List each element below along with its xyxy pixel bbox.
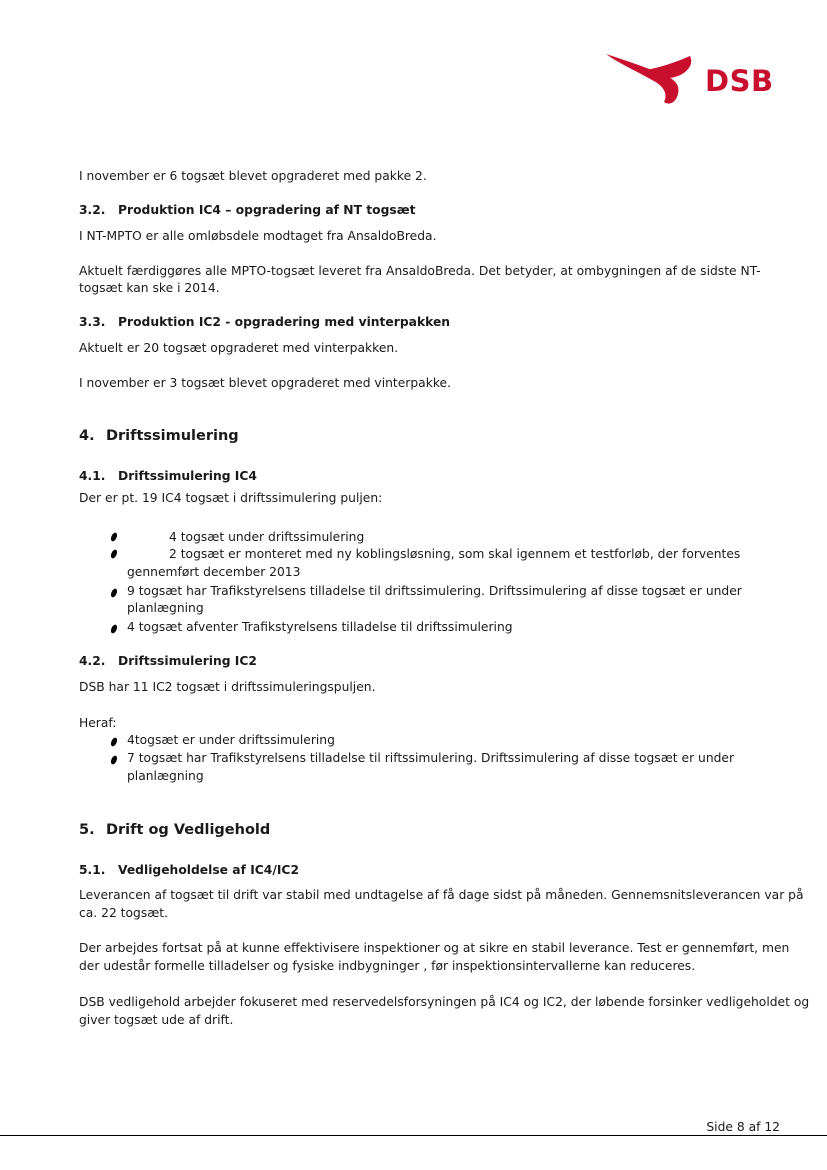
dsb-logo-text: DSB — [705, 64, 774, 98]
section-number: 4.1. — [79, 469, 106, 483]
paragraph-line: der udestår formelle tilladelser og fysiske indbygninger , før inspektionsintervallerne kan reduceres. — [79, 959, 696, 973]
chapter-heading-5 — [79, 821, 270, 840]
list-item: 4togsæt er under driftssimulering — [127, 733, 335, 747]
section-heading-4-2 — [79, 653, 257, 670]
paragraph: DSB har 11 IC2 togsæt i driftssimuleringspuljen. — [79, 680, 376, 694]
bullet-icon — [110, 549, 118, 559]
bullet-icon — [110, 588, 118, 598]
list-item-line: gennemført december 2013 — [127, 565, 301, 579]
section-title: Produktion IC4 – opgradering af NT togsæt — [118, 203, 416, 217]
section-title: Driftssimulering IC2 — [118, 654, 257, 668]
chapter-heading-4 — [79, 427, 239, 446]
paragraph: Aktuelt er 20 togsæt opgraderet med vinterpakken. — [79, 341, 399, 355]
section-heading-3-2 — [79, 202, 415, 219]
section-title: Vedligeholdelse af IC4/IC2 — [118, 863, 300, 877]
chapter-title: Driftssimulering — [106, 428, 239, 444]
paragraph-line: giver togsæt ude af drift. — [79, 1013, 234, 1027]
section-number: 3.2. — [79, 203, 106, 217]
paragraph: Heraf: — [79, 716, 117, 730]
paragraph-line: Aktuelt færdiggøres alle MPTO-togsæt leveret fra AnsaldoBreda. Det betyder, at ombygningen af de sidste NT- — [79, 264, 761, 278]
list-item: 4 togsæt afventer Trafikstyrelsens tilladelse til driftssimulering — [127, 620, 513, 634]
list-item: 4 togsæt under driftssimulering — [169, 530, 365, 544]
paragraph-line: Der arbejdes fortsat på at kunne effektivisere inspektioner og at sikre en stabil leverance. Test er gennemført, men — [79, 941, 790, 955]
paragraph-line: Leverancen af togsæt til drift var stabil med undtagelse af få dage sidst på måneden. Gennemsnitsleverancen var på — [79, 888, 804, 902]
intro-paragraph: I november er 6 togsæt blevet opgraderet med pakke 2. — [79, 169, 427, 183]
section-heading-3-3 — [79, 314, 450, 331]
bullet-icon — [110, 737, 118, 747]
bullet-icon — [110, 755, 118, 765]
paragraph: I november er 3 togsæt blevet opgraderet med vinterpakke. — [79, 376, 451, 390]
section-number: 3.3. — [79, 315, 106, 329]
list-item-line: 2 togsæt er monteret med ny koblingsløsning, som skal igennem et testforløb, der forventes — [169, 547, 741, 561]
section-title: Produktion IC2 - opgradering med vinterpakken — [118, 315, 451, 329]
page-number: Side 8 af 12 — [706, 1120, 780, 1134]
paragraph-line: togsæt kan ske i 2014. — [79, 281, 220, 295]
section-number: 5.1. — [79, 863, 106, 877]
list-item-line: planlægning — [127, 601, 204, 615]
paragraph: I NT-MPTO er alle omløbsdele modtaget fra AnsaldoBreda. — [79, 229, 437, 243]
section-title: Driftssimulering IC4 — [118, 469, 257, 483]
list-item-line: planlægning — [127, 769, 204, 783]
list-item-line: 9 togsæt har Trafikstyrelsens tilladelse til driftssimulering. Driftssimulering af disse togsæt er under — [127, 584, 742, 598]
chapter-title: Drift og Vedligehold — [106, 822, 271, 838]
section-heading-5-1 — [79, 862, 299, 879]
footer-divider — [0, 1135, 827, 1136]
chapter-number: 4. — [79, 428, 95, 444]
paragraph-line: ca. 22 togsæt. — [79, 906, 169, 920]
list-item-line: 7 togsæt har Trafikstyrelsens tilladelse til riftssimulering. Driftssimulering af disse togsæt er under — [127, 751, 735, 765]
section-number: 4.2. — [79, 654, 106, 668]
section-heading-4-1 — [79, 468, 257, 485]
bullet-icon — [110, 624, 118, 634]
chapter-number: 5. — [79, 822, 95, 838]
bullet-icon — [110, 532, 118, 542]
paragraph-line: DSB vedligehold arbejder fokuseret med reservedelsforsyningen på IC4 og IC2, der løbende forsinker vedligeholdet og — [79, 995, 810, 1009]
paragraph: Der er pt. 19 IC4 togsæt i driftssimulering puljen: — [79, 491, 383, 505]
